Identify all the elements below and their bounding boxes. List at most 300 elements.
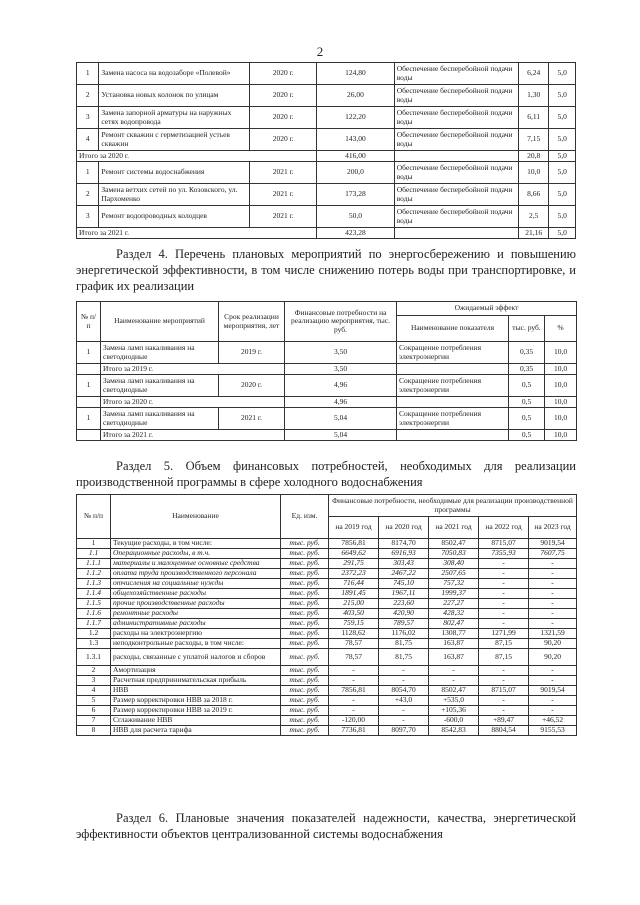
row-cost: 124,80 [317,63,394,85]
row-name: Замена ламп накаливания на светодиодные [101,408,219,430]
total-value-2: 10,0 [545,430,577,441]
total-value-2: 5,0 [549,228,576,239]
row-value: +46,52 [529,716,577,726]
row-value: - [329,666,379,676]
row-name: Размер корректировки НВВ за 2019 г. [111,706,281,716]
table-row [77,559,577,569]
row-year: 2020 г. [219,375,285,397]
row-value-1: 6,24 [518,63,549,85]
row-unit: тыс. руб. [281,639,329,649]
row-value-2: 10,0 [545,342,577,364]
row-unit: тыс. руб. [281,549,329,559]
row-value: +43,0 [379,696,429,706]
row-year: 2021 г. [250,206,317,228]
row-value: 802,47 [429,619,479,629]
row-unit: тыс. руб. [281,539,329,549]
row-value-2: 5,0 [549,107,576,129]
row-unit: тыс. руб. [281,649,329,666]
row-value: - [529,666,577,676]
row-value: 1308,77 [429,629,479,639]
row-name: неподконтрольные расходы, в том числе: [111,639,281,649]
table-row [77,686,577,696]
row-value: 757,32 [429,579,479,589]
row-year: 2021 г. [219,408,285,430]
row-effect: Обеспечение бесперебойной подачи воды [394,129,518,151]
table-row [77,63,576,85]
row-name: Ремонт скважин с герметизацией устьев скважин [99,129,250,151]
t4-header-finance: Финансовые потребности на реализацию мероприятия, тыс. руб. [285,302,397,342]
total-label: Итого за 2021 г. [77,228,317,239]
row-name: отчисления на социальные нужды [111,579,281,589]
row-name: Установка новых колонок по улицам [99,85,250,107]
table-row [77,589,577,599]
row-value: 81,75 [379,649,429,666]
row-value: 223,60 [379,599,429,609]
row-year: 2020 г. [250,85,317,107]
row-number: 1.1.3 [77,579,111,589]
row-number: 2 [77,184,99,206]
row-value: - [479,569,529,579]
table-row [77,549,577,559]
row-value: 1967,11 [379,589,429,599]
page-number: 2 [316,44,324,59]
t5-header-year: на 2023 год [529,517,577,539]
row-value: 8502,47 [429,539,479,549]
row-unit: тыс. руб. [281,609,329,619]
row-value: 90,20 [529,639,577,649]
row-value-1: 8,66 [518,184,549,206]
row-value: - [529,589,577,599]
table-row [77,342,577,364]
row-value: 163,87 [429,649,479,666]
row-name: Амортизация [111,666,281,676]
t5-header-year: на 2019 год [329,517,379,539]
row-number: 3 [77,676,111,686]
row-name: прочие производственные расходы [111,599,281,609]
row-value: 745,10 [379,579,429,589]
row-value-1: 0,5 [509,375,545,397]
row-value: 7736,81 [329,726,379,736]
total-empty [77,430,101,441]
row-value: - [479,599,529,609]
total-label: Итого за 2020 г. [101,397,285,408]
total-empty [397,364,509,375]
row-cost: 200,0 [317,162,394,184]
row-value: 227,27 [429,599,479,609]
row-value: 215,00 [329,599,379,609]
row-value: 8804,54 [479,726,529,736]
total-empty [77,397,101,408]
row-value: 420,90 [379,609,429,619]
table-row [77,649,577,666]
table-row [77,609,577,619]
row-name: НВВ [111,686,281,696]
row-number: 1.1.5 [77,599,111,609]
row-value-1: 7,15 [518,129,549,151]
row-value: - [379,666,429,676]
total-label: Итого за 2019 г. [101,364,285,375]
row-cost: 3,50 [285,342,397,364]
row-unit: тыс. руб. [281,706,329,716]
table-row [77,706,577,716]
row-value: - [479,609,529,619]
row-number: 1 [77,539,111,549]
row-name: расходы, связанные с уплатой налогов и сборов [111,649,281,666]
row-name: Замена ламп накаливания на светодиодные [101,342,219,364]
row-name: общехозяйственные расходы [111,589,281,599]
t4-header-num: № п/ п [77,302,101,342]
row-name: Замена запорной арматуры на наружных сетях водопровода [99,107,250,129]
row-value: 8502,47 [429,686,479,696]
row-effect: Обеспечение бесперебойной подачи воды [394,63,518,85]
row-number: 1.2 [77,629,111,639]
row-value: - [379,676,429,686]
row-value-1: 10,0 [518,162,549,184]
row-value: 90,20 [529,649,577,666]
table-row [77,629,577,639]
row-value: - [379,716,429,726]
table-row [77,129,576,151]
row-cost: 122,20 [317,107,394,129]
row-year: 2021 г. [250,184,317,206]
row-value: - [529,559,577,569]
row-number: 3 [77,206,99,228]
row-value: - [479,676,529,686]
total-value-1: 20,8 [518,151,549,162]
row-value: 759,15 [329,619,379,629]
row-number: 2 [77,85,99,107]
row-value: 1999,37 [429,589,479,599]
row-effect: Обеспечение бесперебойной подачи воды [394,206,518,228]
row-value-2: 5,0 [549,85,576,107]
row-name: административные расходы [111,619,281,629]
table-row [77,676,577,686]
total-cost: 5,04 [285,430,397,441]
row-name: Текущие расходы, в том числе: [111,539,281,549]
row-value: - [529,676,577,686]
t5-header-name: Наименование [111,495,281,539]
row-number: 1 [77,63,99,85]
t5-header-year: на 2022 год [479,517,529,539]
row-name: расходы на электроэнергию [111,629,281,639]
total-row [77,228,576,239]
row-value: 8097,70 [379,726,429,736]
row-value: - [529,599,577,609]
row-effect: Сокращение потребления электроэнергии [397,408,509,430]
row-number: 5 [77,696,111,706]
row-year: 2020 г. [250,107,317,129]
row-name: Замена ветхих сетей по ул. Козовского, ул. Пархоменко [99,184,250,206]
table-row [77,696,577,706]
row-value: - [479,579,529,589]
row-value: 6649,62 [329,549,379,559]
row-name: оплата труда производственного персонала [111,569,281,579]
table-section4 [76,301,577,441]
row-value: 163,87 [429,639,479,649]
row-value: 1321,59 [529,629,577,639]
t4-header-effect: Ожидаемый эффект [397,302,577,316]
total-value-2: 10,0 [545,364,577,375]
total-row [77,397,577,408]
row-year: 2019 г. [219,342,285,364]
row-value-2: 5,0 [549,184,576,206]
table-row [77,716,577,726]
table-row [77,666,577,676]
row-effect: Сокращение потребления электроэнергии [397,375,509,397]
row-cost: 26,00 [317,85,394,107]
row-value-1: 2,5 [518,206,549,228]
row-name: Замена ламп накаливания на светодиодные [101,375,219,397]
row-value-2: 5,0 [549,206,576,228]
row-value: - [479,589,529,599]
t4-header-thousand: тыс. руб. [509,316,545,342]
row-value-2: 10,0 [545,408,577,430]
row-name: НВВ для расчета тарифа [111,726,281,736]
row-value: - [329,696,379,706]
row-value: 291,75 [329,559,379,569]
row-number: 1.1 [77,549,111,559]
row-value: - [329,706,379,716]
row-value: 2507,65 [429,569,479,579]
row-unit: тыс. руб. [281,599,329,609]
row-number: 8 [77,726,111,736]
t5-header-year: на 2020 год [379,517,429,539]
row-value: 403,50 [329,609,379,619]
row-value: 9019,54 [529,539,577,549]
row-value: - [479,559,529,569]
row-number: 1 [77,162,99,184]
row-number: 1 [77,408,101,430]
total-empty [394,151,518,162]
row-number: 1.1.1 [77,559,111,569]
row-year: 2020 г. [250,63,317,85]
row-name: Операционные расходы, в т.ч. [111,549,281,559]
row-number: 1.1.6 [77,609,111,619]
total-label: Итого за 2020 г. [77,151,317,162]
row-value: - [529,569,577,579]
row-value: 87,15 [479,649,529,666]
row-number: 1.1.4 [77,589,111,599]
total-value-1: 21,16 [518,228,549,239]
table-row [77,162,576,184]
row-unit: тыс. руб. [281,629,329,639]
t4-header-name: Наименование мероприятий [101,302,219,342]
total-empty [394,228,518,239]
row-effect: Сокращение потребления электроэнергии [397,342,509,364]
row-unit: тыс. руб. [281,716,329,726]
row-number: 4 [77,686,111,696]
row-effect: Обеспечение бесперебойной подачи воды [394,184,518,206]
row-value: 8174,70 [379,539,429,549]
row-number: 6 [77,706,111,716]
row-value: 7607,75 [529,549,577,559]
row-unit: тыс. руб. [281,589,329,599]
row-number: 1 [77,375,101,397]
row-value: 8715,07 [479,539,529,549]
row-unit: тыс. руб. [281,666,329,676]
row-value: - [529,696,577,706]
row-unit: тыс. руб. [281,559,329,569]
total-value-2: 10,0 [545,397,577,408]
t4-header-pct: % [545,316,577,342]
row-unit: тыс. руб. [281,579,329,589]
total-cost: 3,50 [285,364,397,375]
total-empty [77,364,101,375]
row-value: - [529,579,577,589]
table-row [77,539,577,549]
row-value: 87,15 [479,639,529,649]
row-name: Расчетная предпринимательская прибыль [111,676,281,686]
row-name: Замена насоса на водозаборе «Полевой» [99,63,250,85]
row-value: 2372,23 [329,569,379,579]
row-effect: Обеспечение бесперебойной подачи воды [394,85,518,107]
row-value: - [479,706,529,716]
row-name: ремонтные расходы [111,609,281,619]
row-value: 7856,81 [329,539,379,549]
t5-header-num: № п/п [77,495,111,539]
row-value: 716,44 [329,579,379,589]
row-value-1: 1,30 [518,85,549,107]
row-year: 2020 г. [250,129,317,151]
total-empty [397,430,509,441]
row-number: 7 [77,716,111,726]
row-value: +89,47 [479,716,529,726]
total-value-1: 0,5 [509,397,545,408]
row-value: 9155,53 [529,726,577,736]
row-cost: 50,0 [317,206,394,228]
table-row [77,375,577,397]
row-number: 1.3 [77,639,111,649]
row-value-1: 0,5 [509,408,545,430]
row-value: 7050,83 [429,549,479,559]
row-name: материалы и малоценные основные средства [111,559,281,569]
row-value: 6916,93 [379,549,429,559]
total-row [77,151,576,162]
row-number: 2 [77,666,111,676]
row-value: - [529,609,577,619]
row-value: -120,00 [329,716,379,726]
row-value: 7355,93 [479,549,529,559]
table-row [77,408,577,430]
row-number: 1.3.1 [77,649,111,666]
row-number: 1.1.2 [77,569,111,579]
row-value-2: 5,0 [549,162,576,184]
row-cost: 173,28 [317,184,394,206]
row-value: 78,57 [329,639,379,649]
row-value: 303,43 [379,559,429,569]
total-cost: 423,28 [317,228,394,239]
section5-heading: Раздел 5. Объем финансовых потребностей, необходимых для реализации производственной программы в сфере холодного водоснабжения [76,459,576,489]
row-year: 2021 г. [250,162,317,184]
table-row [77,639,577,649]
table-row [77,726,577,736]
row-value: +535,0 [429,696,479,706]
total-value-1: 0,5 [509,430,545,441]
row-name: Ремонт водопроводных колодцев [99,206,250,228]
row-value: 789,57 [379,619,429,629]
row-value-2: 5,0 [549,63,576,85]
row-value: -600,0 [429,716,479,726]
row-cost: 5,04 [285,408,397,430]
t5-header-finance: Финансовые потребности, необходимые для реализации производственной программы [329,495,577,517]
row-value: 1891,45 [329,589,379,599]
row-cost: 4,96 [285,375,397,397]
row-value: - [479,696,529,706]
row-value: - [429,676,479,686]
row-value: 7856,81 [329,686,379,696]
total-row [77,364,577,375]
total-row [77,430,577,441]
row-number: 4 [77,129,99,151]
row-unit: тыс. руб. [281,696,329,706]
total-label: Итого за 2021 г. [101,430,285,441]
row-value: - [479,619,529,629]
section6-heading: Раздел 6. Плановые значения показателей надежности, качества, энергетической эффективности объектов централизованной системы водоснабжения [76,811,576,841]
row-value: 9019,54 [529,686,577,696]
row-value: 2467,22 [379,569,429,579]
row-value: 8542,83 [429,726,479,736]
row-value: +105,36 [429,706,479,716]
row-name: Ремонт системы водоснабжения [99,162,250,184]
row-value: 81,75 [379,639,429,649]
row-value: - [379,706,429,716]
table-section5 [76,494,577,736]
total-value-2: 5,0 [549,151,576,162]
row-unit: тыс. руб. [281,676,329,686]
total-empty [397,397,509,408]
row-name: Сглаживание НВВ [111,716,281,726]
row-value: - [479,666,529,676]
section4-heading: Раздел 4. Перечень плановых мероприятий по энергосбережению и повышению энергетической эффективности, в том числе снижению потерь воды при транспортировке, и график их реализации [76,247,576,293]
t5-header-year: на 2021 год [429,517,479,539]
table-row [77,107,576,129]
row-number: 3 [77,107,99,129]
row-effect: Обеспечение бесперебойной подачи воды [394,162,518,184]
row-value: 1271,99 [479,629,529,639]
t5-header-unit: Ед. изм. [281,495,329,539]
row-value: - [429,666,479,676]
row-unit: тыс. руб. [281,619,329,629]
row-name: Размер корректировки НВВ за 2018 г. [111,696,281,706]
table-row [77,206,576,228]
row-number: 1 [77,342,101,364]
row-value: - [529,706,577,716]
row-value: 78,57 [329,649,379,666]
row-value: - [529,619,577,629]
table-row [77,599,577,609]
table-row [77,579,577,589]
row-value-1: 6,11 [518,107,549,129]
row-unit: тыс. руб. [281,686,329,696]
row-value: 8715,07 [479,686,529,696]
row-cost: 143,00 [317,129,394,151]
row-value: 1176,02 [379,629,429,639]
row-value: 428,32 [429,609,479,619]
table-section3 [76,62,576,239]
row-number: 1.1.7 [77,619,111,629]
total-cost: 416,00 [317,151,394,162]
table-row [77,619,577,629]
table-row [77,184,576,206]
row-value-2: 5,0 [549,129,576,151]
table-row [77,85,576,107]
row-effect: Обеспечение бесперебойной подачи воды [394,107,518,129]
row-value: 308,40 [429,559,479,569]
row-value: 1128,62 [329,629,379,639]
table-row [77,569,577,579]
row-unit: тыс. руб. [281,726,329,736]
row-value-1: 0,35 [509,342,545,364]
